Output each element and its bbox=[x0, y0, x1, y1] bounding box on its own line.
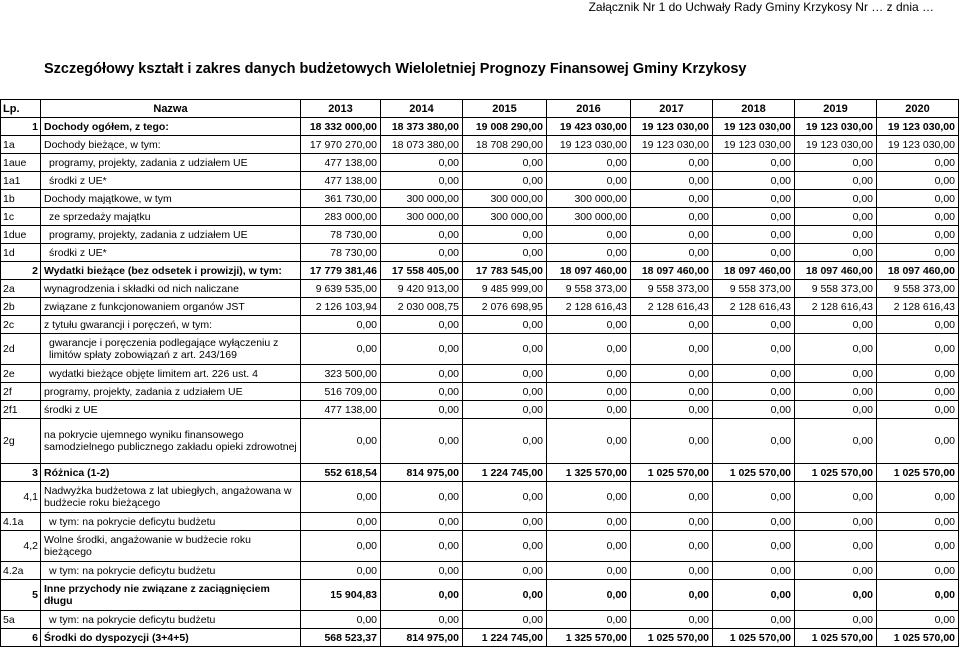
value-cell: 0,00 bbox=[463, 513, 547, 531]
value-cell: 0,00 bbox=[795, 226, 877, 244]
column-header: 2013 bbox=[301, 100, 381, 118]
table-row bbox=[1, 383, 959, 401]
column-header: Lp. bbox=[1, 100, 41, 118]
row-name: w tym: na pokrycie deficytu budżetu bbox=[41, 562, 301, 580]
value-cell: 0,00 bbox=[547, 401, 631, 419]
value-cell: 0,00 bbox=[301, 334, 381, 365]
value-cell: 19 123 030,00 bbox=[713, 118, 795, 136]
value-cell: 0,00 bbox=[713, 208, 795, 226]
value-cell: 516 709,00 bbox=[301, 383, 381, 401]
row-name: gwarancje i poręczenia podlegające wyłączeniu z limitów spłaty zobowiązań z art. 243/169 bbox=[41, 334, 301, 365]
row-name: Środki do dyspozycji (3+4+5) bbox=[41, 629, 301, 647]
value-cell: 2 030 008,75 bbox=[381, 298, 463, 316]
table-row bbox=[1, 531, 959, 562]
value-cell: 0,00 bbox=[301, 316, 381, 334]
value-cell: 0,00 bbox=[547, 244, 631, 262]
value-cell: 1 025 570,00 bbox=[631, 464, 713, 482]
value-cell: 0,00 bbox=[631, 172, 713, 190]
value-cell: 2 076 698,95 bbox=[463, 298, 547, 316]
value-cell: 0,00 bbox=[301, 482, 381, 513]
value-cell: 0,00 bbox=[877, 419, 959, 464]
value-cell: 0,00 bbox=[877, 513, 959, 531]
row-number: 1b bbox=[1, 190, 41, 208]
value-cell: 0,00 bbox=[301, 419, 381, 464]
value-cell: 1 025 570,00 bbox=[713, 629, 795, 647]
value-cell: 19 123 030,00 bbox=[547, 136, 631, 154]
row-name: Dochody bieżące, w tym: bbox=[41, 136, 301, 154]
value-cell: 0,00 bbox=[631, 531, 713, 562]
value-cell: 477 138,00 bbox=[301, 154, 381, 172]
row-number: 1d bbox=[1, 244, 41, 262]
value-cell: 1 025 570,00 bbox=[795, 629, 877, 647]
row-name: środki z UE* bbox=[41, 244, 301, 262]
value-cell: 0,00 bbox=[877, 316, 959, 334]
row-number: 1c bbox=[1, 208, 41, 226]
row-number: 1a bbox=[1, 136, 41, 154]
value-cell: 0,00 bbox=[877, 190, 959, 208]
value-cell: 0,00 bbox=[877, 383, 959, 401]
value-cell: 0,00 bbox=[795, 383, 877, 401]
row-number: 1 bbox=[1, 118, 41, 136]
value-cell: 0,00 bbox=[381, 562, 463, 580]
value-cell: 0,00 bbox=[795, 334, 877, 365]
value-cell: 0,00 bbox=[631, 334, 713, 365]
row-number: 2f bbox=[1, 383, 41, 401]
table-row bbox=[1, 172, 959, 190]
value-cell: 18 332 000,00 bbox=[301, 118, 381, 136]
value-cell: 78 730,00 bbox=[301, 244, 381, 262]
value-cell: 477 138,00 bbox=[301, 401, 381, 419]
value-cell: 9 558 373,00 bbox=[713, 280, 795, 298]
value-cell: 0,00 bbox=[463, 226, 547, 244]
value-cell: 0,00 bbox=[547, 154, 631, 172]
value-cell: 18 097 460,00 bbox=[877, 262, 959, 280]
column-header: 2017 bbox=[631, 100, 713, 118]
row-number: 3 bbox=[1, 464, 41, 482]
table-row bbox=[1, 262, 959, 280]
value-cell: 0,00 bbox=[631, 383, 713, 401]
value-cell: 0,00 bbox=[381, 365, 463, 383]
value-cell: 0,00 bbox=[795, 365, 877, 383]
value-cell: 0,00 bbox=[631, 580, 713, 611]
value-cell: 0,00 bbox=[381, 419, 463, 464]
document-title: Szczegółowy kształt i zakres danych budżetowych Wieloletniej Prognozy Finansowej Gminy Krzykosy bbox=[44, 61, 747, 77]
value-cell: 0,00 bbox=[713, 401, 795, 419]
row-name: środki z UE* bbox=[41, 172, 301, 190]
value-cell: 1 224 745,00 bbox=[463, 629, 547, 647]
value-cell: 0,00 bbox=[547, 531, 631, 562]
value-cell: 0,00 bbox=[301, 562, 381, 580]
value-cell: 0,00 bbox=[713, 482, 795, 513]
table-row bbox=[1, 280, 959, 298]
table-row bbox=[1, 136, 959, 154]
value-cell: 0,00 bbox=[631, 365, 713, 383]
row-number: 4.2a bbox=[1, 562, 41, 580]
value-cell: 0,00 bbox=[463, 531, 547, 562]
value-cell: 0,00 bbox=[713, 172, 795, 190]
value-cell: 0,00 bbox=[547, 316, 631, 334]
value-cell: 0,00 bbox=[547, 580, 631, 611]
value-cell: 0,00 bbox=[795, 401, 877, 419]
value-cell: 2 126 103,94 bbox=[301, 298, 381, 316]
value-cell: 0,00 bbox=[381, 482, 463, 513]
value-cell: 0,00 bbox=[631, 482, 713, 513]
value-cell: 0,00 bbox=[713, 513, 795, 531]
value-cell: 9 558 373,00 bbox=[631, 280, 713, 298]
value-cell: 0,00 bbox=[877, 562, 959, 580]
value-cell: 0,00 bbox=[547, 334, 631, 365]
column-header: 2014 bbox=[381, 100, 463, 118]
value-cell: 0,00 bbox=[877, 401, 959, 419]
row-name: w tym: na pokrycie deficytu budżetu bbox=[41, 513, 301, 531]
value-cell: 17 558 405,00 bbox=[381, 262, 463, 280]
value-cell: 0,00 bbox=[463, 611, 547, 629]
table-row bbox=[1, 482, 959, 513]
value-cell: 0,00 bbox=[631, 226, 713, 244]
value-cell: 283 000,00 bbox=[301, 208, 381, 226]
value-cell: 0,00 bbox=[631, 513, 713, 531]
row-name: Inne przychody nie związane z zaciągnięciem długu bbox=[41, 580, 301, 611]
value-cell: 0,00 bbox=[713, 154, 795, 172]
value-cell: 0,00 bbox=[301, 531, 381, 562]
value-cell: 0,00 bbox=[463, 154, 547, 172]
value-cell: 0,00 bbox=[877, 334, 959, 365]
row-number: 2e bbox=[1, 365, 41, 383]
table-row bbox=[1, 401, 959, 419]
row-name: programy, projekty, zadania z udziałem UE bbox=[41, 154, 301, 172]
value-cell: 19 123 030,00 bbox=[631, 136, 713, 154]
row-number: 1a1 bbox=[1, 172, 41, 190]
row-number: 2 bbox=[1, 262, 41, 280]
value-cell: 477 138,00 bbox=[301, 172, 381, 190]
value-cell: 0,00 bbox=[463, 562, 547, 580]
value-cell: 0,00 bbox=[463, 316, 547, 334]
column-header: 2020 bbox=[877, 100, 959, 118]
value-cell: 9 558 373,00 bbox=[877, 280, 959, 298]
table-row bbox=[1, 419, 959, 464]
row-number: 1aue bbox=[1, 154, 41, 172]
row-name: Dochody ogółem, z tego: bbox=[41, 118, 301, 136]
value-cell: 0,00 bbox=[877, 365, 959, 383]
value-cell: 0,00 bbox=[713, 190, 795, 208]
value-cell: 300 000,00 bbox=[547, 190, 631, 208]
row-number: 5a bbox=[1, 611, 41, 629]
value-cell: 19 123 030,00 bbox=[877, 118, 959, 136]
value-cell: 0,00 bbox=[381, 383, 463, 401]
value-cell: 0,00 bbox=[877, 580, 959, 611]
table-row bbox=[1, 208, 959, 226]
value-cell: 0,00 bbox=[381, 244, 463, 262]
row-name: Różnica (1-2) bbox=[41, 464, 301, 482]
value-cell: 0,00 bbox=[877, 172, 959, 190]
value-cell: 300 000,00 bbox=[381, 190, 463, 208]
table-row bbox=[1, 580, 959, 611]
value-cell: 300 000,00 bbox=[463, 190, 547, 208]
value-cell: 0,00 bbox=[877, 244, 959, 262]
table-row bbox=[1, 226, 959, 244]
value-cell: 0,00 bbox=[631, 419, 713, 464]
value-cell: 0,00 bbox=[547, 172, 631, 190]
value-cell: 0,00 bbox=[463, 244, 547, 262]
value-cell: 0,00 bbox=[547, 562, 631, 580]
value-cell: 0,00 bbox=[381, 531, 463, 562]
value-cell: 18 097 460,00 bbox=[795, 262, 877, 280]
value-cell: 0,00 bbox=[547, 419, 631, 464]
value-cell: 300 000,00 bbox=[547, 208, 631, 226]
value-cell: 19 123 030,00 bbox=[795, 136, 877, 154]
value-cell: 0,00 bbox=[547, 226, 631, 244]
value-cell: 18 708 290,00 bbox=[463, 136, 547, 154]
value-cell: 0,00 bbox=[381, 513, 463, 531]
value-cell: 2 128 616,43 bbox=[795, 298, 877, 316]
row-number: 2c bbox=[1, 316, 41, 334]
value-cell: 0,00 bbox=[713, 383, 795, 401]
value-cell: 0,00 bbox=[795, 562, 877, 580]
value-cell: 0,00 bbox=[631, 154, 713, 172]
row-number: 2g bbox=[1, 419, 41, 464]
value-cell: 0,00 bbox=[795, 316, 877, 334]
row-name: programy, projekty, zadania z udziałem UE bbox=[41, 226, 301, 244]
row-number: 5 bbox=[1, 580, 41, 611]
value-cell: 0,00 bbox=[795, 208, 877, 226]
value-cell: 1 025 570,00 bbox=[631, 629, 713, 647]
column-header: 2018 bbox=[713, 100, 795, 118]
row-name: związane z funkcjonowaniem organów JST bbox=[41, 298, 301, 316]
value-cell: 0,00 bbox=[795, 419, 877, 464]
value-cell: 0,00 bbox=[381, 154, 463, 172]
value-cell: 17 783 545,00 bbox=[463, 262, 547, 280]
value-cell: 0,00 bbox=[463, 419, 547, 464]
row-number: 4,2 bbox=[1, 531, 41, 562]
value-cell: 0,00 bbox=[795, 611, 877, 629]
value-cell: 0,00 bbox=[713, 419, 795, 464]
value-cell: 78 730,00 bbox=[301, 226, 381, 244]
value-cell: 1 025 570,00 bbox=[713, 464, 795, 482]
value-cell: 19 123 030,00 bbox=[877, 136, 959, 154]
value-cell: 0,00 bbox=[713, 365, 795, 383]
table-row bbox=[1, 154, 959, 172]
value-cell: 9 420 913,00 bbox=[381, 280, 463, 298]
row-number: 4,1 bbox=[1, 482, 41, 513]
row-number: 1due bbox=[1, 226, 41, 244]
value-cell: 0,00 bbox=[877, 154, 959, 172]
table-row bbox=[1, 513, 959, 531]
value-cell: 17 779 381,46 bbox=[301, 262, 381, 280]
value-cell: 361 730,00 bbox=[301, 190, 381, 208]
value-cell: 0,00 bbox=[301, 513, 381, 531]
row-name: Wolne środki, angażowanie w budżecie roku bieżącego bbox=[41, 531, 301, 562]
row-number: 4.1a bbox=[1, 513, 41, 531]
row-name: programy, projekty, zadania z udziałem UE bbox=[41, 383, 301, 401]
value-cell: 0,00 bbox=[463, 383, 547, 401]
column-header: 2015 bbox=[463, 100, 547, 118]
table-row bbox=[1, 611, 959, 629]
value-cell: 0,00 bbox=[631, 244, 713, 262]
value-cell: 19 008 290,00 bbox=[463, 118, 547, 136]
value-cell: 568 523,37 bbox=[301, 629, 381, 647]
column-header: 2016 bbox=[547, 100, 631, 118]
value-cell: 2 128 616,43 bbox=[877, 298, 959, 316]
value-cell: 0,00 bbox=[795, 172, 877, 190]
table-row bbox=[1, 316, 959, 334]
value-cell: 1 025 570,00 bbox=[877, 464, 959, 482]
value-cell: 0,00 bbox=[547, 365, 631, 383]
value-cell: 0,00 bbox=[381, 611, 463, 629]
table-row bbox=[1, 334, 959, 365]
value-cell: 18 097 460,00 bbox=[547, 262, 631, 280]
value-cell: 300 000,00 bbox=[381, 208, 463, 226]
value-cell: 0,00 bbox=[795, 190, 877, 208]
value-cell: 0,00 bbox=[713, 531, 795, 562]
row-number: 6 bbox=[1, 629, 41, 647]
row-name: Wydatki bieżące (bez odsetek i prowizji), w tym: bbox=[41, 262, 301, 280]
value-cell: 2 128 616,43 bbox=[713, 298, 795, 316]
table-row bbox=[1, 365, 959, 383]
table-row bbox=[1, 464, 959, 482]
value-cell: 18 373 380,00 bbox=[381, 118, 463, 136]
value-cell: 0,00 bbox=[713, 611, 795, 629]
value-cell: 0,00 bbox=[713, 244, 795, 262]
value-cell: 0,00 bbox=[301, 611, 381, 629]
value-cell: 15 904,83 bbox=[301, 580, 381, 611]
row-name: Dochody majątkowe, w tym bbox=[41, 190, 301, 208]
value-cell: 19 123 030,00 bbox=[631, 118, 713, 136]
row-number: 2d bbox=[1, 334, 41, 365]
value-cell: 19 123 030,00 bbox=[713, 136, 795, 154]
value-cell: 0,00 bbox=[547, 611, 631, 629]
table-row bbox=[1, 298, 959, 316]
value-cell: 0,00 bbox=[795, 531, 877, 562]
value-cell: 9 485 999,00 bbox=[463, 280, 547, 298]
value-cell: 0,00 bbox=[381, 226, 463, 244]
value-cell: 1 325 570,00 bbox=[547, 464, 631, 482]
value-cell: 1 025 570,00 bbox=[877, 629, 959, 647]
value-cell: 0,00 bbox=[713, 316, 795, 334]
value-cell: 0,00 bbox=[795, 244, 877, 262]
value-cell: 1 325 570,00 bbox=[547, 629, 631, 647]
value-cell: 0,00 bbox=[877, 482, 959, 513]
value-cell: 0,00 bbox=[631, 611, 713, 629]
value-cell: 0,00 bbox=[463, 365, 547, 383]
value-cell: 323 500,00 bbox=[301, 365, 381, 383]
value-cell: 9 558 373,00 bbox=[547, 280, 631, 298]
value-cell: 18 073 380,00 bbox=[381, 136, 463, 154]
value-cell: 0,00 bbox=[631, 208, 713, 226]
value-cell: 0,00 bbox=[795, 154, 877, 172]
value-cell: 18 097 460,00 bbox=[631, 262, 713, 280]
value-cell: 0,00 bbox=[381, 401, 463, 419]
table-header-row bbox=[1, 100, 959, 118]
row-name: z tytułu gwarancji i poręczeń, w tym: bbox=[41, 316, 301, 334]
value-cell: 0,00 bbox=[547, 513, 631, 531]
value-cell: 0,00 bbox=[631, 316, 713, 334]
value-cell: 814 975,00 bbox=[381, 629, 463, 647]
table-row bbox=[1, 244, 959, 262]
value-cell: 9 639 535,00 bbox=[301, 280, 381, 298]
value-cell: 0,00 bbox=[877, 226, 959, 244]
value-cell: 9 558 373,00 bbox=[795, 280, 877, 298]
value-cell: 2 128 616,43 bbox=[631, 298, 713, 316]
row-name: wydatki bieżące objęte limitem art. 226 ust. 4 bbox=[41, 365, 301, 383]
value-cell: 0,00 bbox=[631, 190, 713, 208]
row-name: środki z UE bbox=[41, 401, 301, 419]
table-row bbox=[1, 190, 959, 208]
row-name: ze sprzedaży majątku bbox=[41, 208, 301, 226]
value-cell: 2 128 616,43 bbox=[547, 298, 631, 316]
row-name: Nadwyżka budżetowa z lat ubiegłych, angażowana w budżecie roku bieżącego bbox=[41, 482, 301, 513]
value-cell: 0,00 bbox=[463, 334, 547, 365]
value-cell: 0,00 bbox=[713, 580, 795, 611]
row-name: na pokrycie ujemnego wyniku finansowego samodzielnego publicznego zakładu opieki zdrowotnej bbox=[41, 419, 301, 464]
value-cell: 17 970 270,00 bbox=[301, 136, 381, 154]
row-number: 2a bbox=[1, 280, 41, 298]
value-cell: 0,00 bbox=[463, 482, 547, 513]
value-cell: 0,00 bbox=[713, 334, 795, 365]
value-cell: 0,00 bbox=[381, 316, 463, 334]
value-cell: 0,00 bbox=[463, 401, 547, 419]
value-cell: 0,00 bbox=[877, 208, 959, 226]
value-cell: 0,00 bbox=[381, 334, 463, 365]
value-cell: 0,00 bbox=[877, 611, 959, 629]
value-cell: 1 224 745,00 bbox=[463, 464, 547, 482]
value-cell: 0,00 bbox=[463, 172, 547, 190]
column-header: 2019 bbox=[795, 100, 877, 118]
value-cell: 0,00 bbox=[381, 580, 463, 611]
table-row bbox=[1, 629, 959, 647]
column-header: Nazwa bbox=[41, 100, 301, 118]
attachment-note: Załącznik Nr 1 do Uchwały Rady Gminy Krzykosy Nr … z dnia … bbox=[588, 0, 934, 14]
row-name: w tym: na pokrycie deficytu budżetu bbox=[41, 611, 301, 629]
budget-table bbox=[0, 99, 959, 647]
value-cell: 1 025 570,00 bbox=[795, 464, 877, 482]
value-cell: 18 097 460,00 bbox=[713, 262, 795, 280]
value-cell: 0,00 bbox=[547, 383, 631, 401]
row-number: 2f1 bbox=[1, 401, 41, 419]
value-cell: 0,00 bbox=[713, 226, 795, 244]
value-cell: 0,00 bbox=[713, 562, 795, 580]
value-cell: 0,00 bbox=[795, 513, 877, 531]
value-cell: 552 618,54 bbox=[301, 464, 381, 482]
value-cell: 0,00 bbox=[631, 401, 713, 419]
value-cell: 0,00 bbox=[631, 562, 713, 580]
value-cell: 0,00 bbox=[795, 482, 877, 513]
table-row bbox=[1, 118, 959, 136]
value-cell: 814 975,00 bbox=[381, 464, 463, 482]
value-cell: 0,00 bbox=[381, 172, 463, 190]
value-cell: 19 123 030,00 bbox=[795, 118, 877, 136]
value-cell: 300 000,00 bbox=[463, 208, 547, 226]
row-number: 2b bbox=[1, 298, 41, 316]
row-name: wynagrodzenia i składki od nich naliczane bbox=[41, 280, 301, 298]
value-cell: 0,00 bbox=[547, 482, 631, 513]
table-row bbox=[1, 562, 959, 580]
value-cell: 0,00 bbox=[795, 580, 877, 611]
value-cell: 19 423 030,00 bbox=[547, 118, 631, 136]
value-cell: 0,00 bbox=[877, 531, 959, 562]
value-cell: 0,00 bbox=[463, 580, 547, 611]
